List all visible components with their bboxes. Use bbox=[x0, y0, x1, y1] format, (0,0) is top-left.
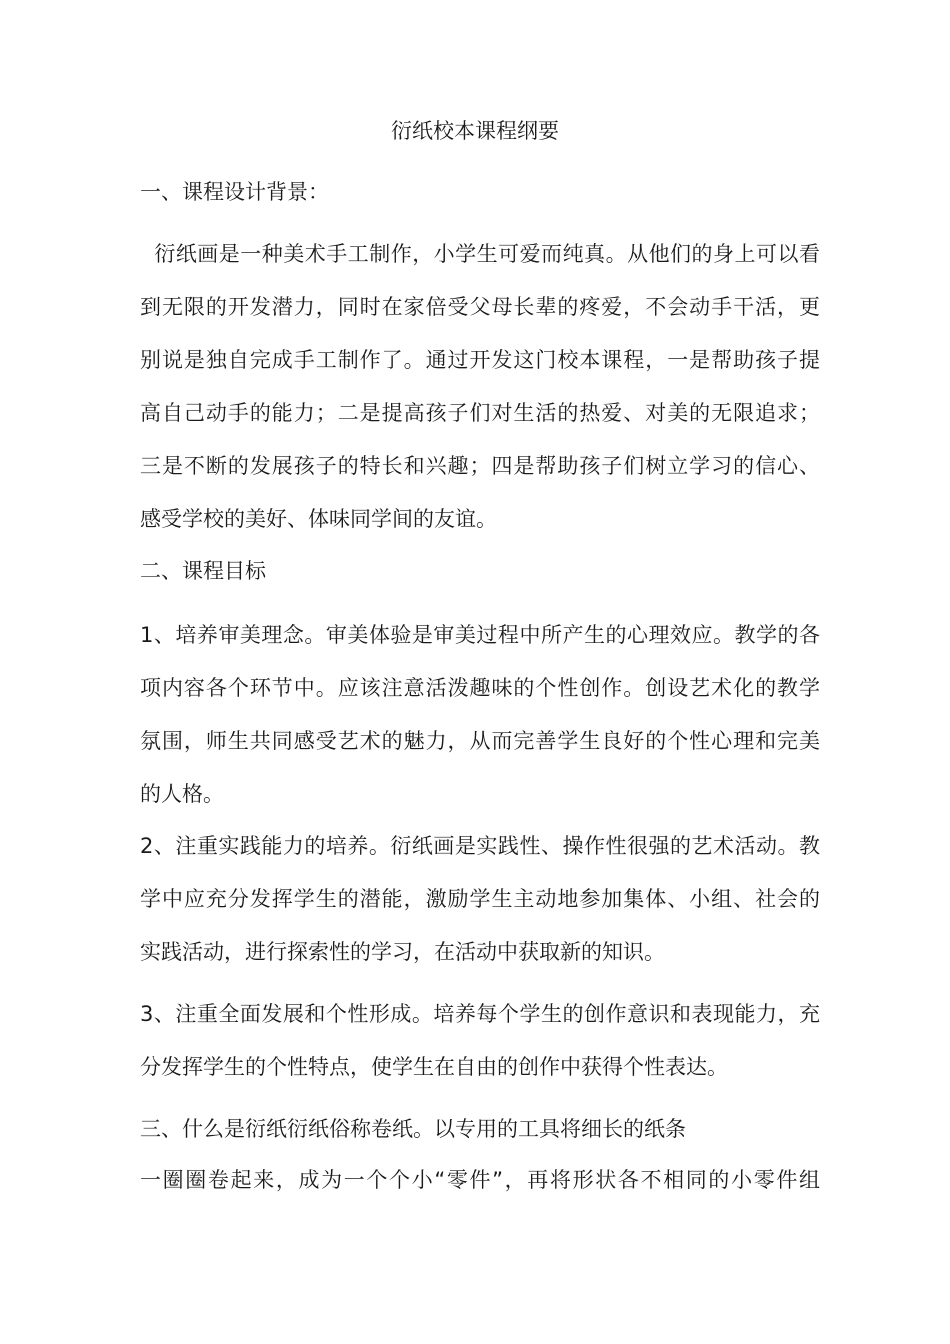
section-1-paragraph bbox=[140, 228, 820, 546]
paragraph-line: 氛围，师生共同感受艺术的魅力，从而完善学生良好的个性心理和完美 bbox=[140, 729, 820, 753]
paragraph-line: 1、培养审美理念。审美体验是审美过程中所产生的心理效应。教学的各 bbox=[140, 623, 820, 647]
section-1-heading: 一、课程设计背景： bbox=[140, 180, 329, 204]
paragraph-line: 项内容各个环节中。应该注意活泼趣味的个性创作。创设艺术化的教学 bbox=[140, 676, 820, 700]
paragraph-line: 的人格。 bbox=[140, 782, 224, 806]
paragraph-line: 高自己动手的能力；二是提高孩子们对生活的热爱、对美的无限追求； bbox=[140, 401, 820, 425]
document-title: 衍纸校本课程纲要 bbox=[391, 119, 559, 143]
goal-item-1 bbox=[140, 609, 820, 821]
paragraph-line: 三、什么是衍纸衍纸俗称卷纸。以专用的工具将细长的纸条 bbox=[140, 1117, 686, 1141]
section-2-heading: 二、课程目标 bbox=[140, 559, 266, 583]
goal-item-3 bbox=[140, 988, 820, 1094]
paragraph-line: 学中应充分发挥学生的潜能，激励学生主动地参加集体、小组、社会的 bbox=[140, 887, 820, 911]
paragraph-line: 分发挥学生的个性特点，使学生在自由的创作中获得个性表达。 bbox=[140, 1055, 728, 1079]
paragraph-line: 到无限的开发潜力，同时在家倍受父母长辈的疼爱，不会动手干活，更 bbox=[140, 295, 820, 319]
paragraph-line: 别说是独自完成手工制作了。通过开发这门校本课程，一是帮助孩子提 bbox=[140, 348, 820, 372]
paragraph-line: 感受学校的美好、体味同学间的友谊。 bbox=[140, 507, 497, 531]
paragraph-line: 衍纸画是一种美术手工制作，小学生可爱而纯真。从他们的身上可以看 bbox=[140, 242, 820, 266]
section-3-paragraph bbox=[140, 1104, 820, 1206]
paragraph-line: 实践活动，进行探索性的学习，在活动中获取新的知识。 bbox=[140, 940, 665, 964]
paragraph-line: 2、注重实践能力的培养。衍纸画是实践性、操作性很强的艺术活动。教 bbox=[140, 834, 820, 858]
paragraph-line: 3、注重全面发展和个性形成。培养每个学生的创作意识和表现能力，充 bbox=[140, 1002, 820, 1026]
goal-item-2 bbox=[140, 820, 820, 979]
paragraph-line: 三是不断的发展孩子的特长和兴趣；四是帮助孩子们树立学习的信心、 bbox=[140, 454, 820, 478]
paragraph-line: 一圈圈卷起来，成为一个个小“零件”，再将形状各不相同的小零件组 bbox=[140, 1168, 820, 1192]
